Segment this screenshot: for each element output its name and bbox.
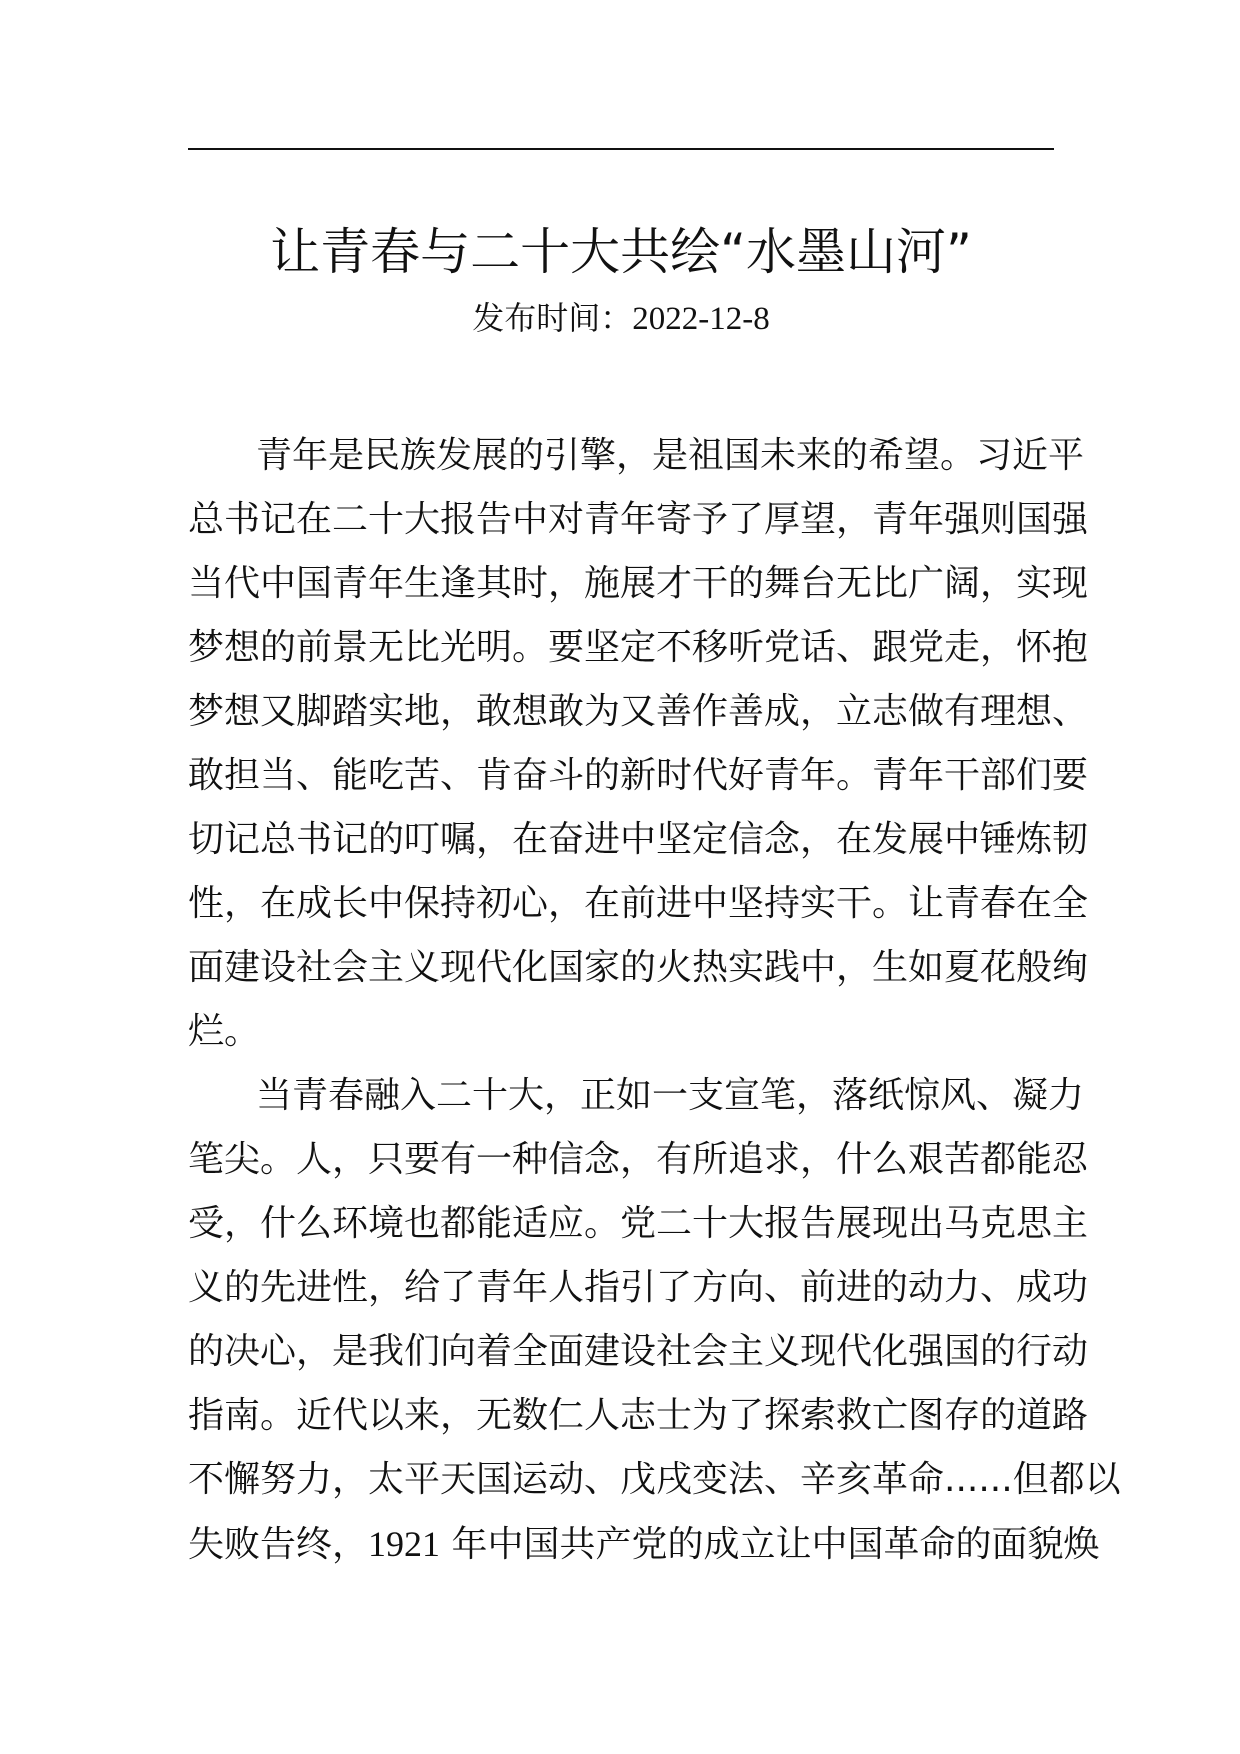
text-line: 切记总书记的叮嘱，在奋进中坚定信念，在发展中锤炼韧 [188, 819, 1089, 860]
text-line: 当代中国青年生逢其时，施展才干的舞台无比广阔，实现 [188, 563, 1089, 604]
text-line: 梦想又脚踏实地，敢想敢为又善作善成，立志做有理想、 [188, 691, 1089, 732]
text-line: 敢担当、能吃苦、肯奋斗的新时代好青年。青年干部们要 [188, 755, 1089, 796]
text-line: 面建设社会主义现代化国家的火热实践中，生如夏花般绚 [188, 947, 1089, 988]
paragraph-2 [188, 1064, 1121, 1576]
text-line: 指南。近代以来，无数仁人志士为了探索救亡图存的道路 [188, 1395, 1089, 1436]
text-line: 义的先进性，给了青年人指引了方向、前进的动力、成功 [188, 1267, 1089, 1308]
year-number: 1921 [368, 1524, 441, 1564]
paragraph-1 [188, 424, 1089, 1064]
text-line: 当青春融入二十大，正如一支宣笔，落纸惊风、凝力 [256, 1075, 1085, 1116]
text-segment: 失败告终， [188, 1524, 369, 1565]
publish-date-label: 发布时间： [472, 299, 633, 337]
text-line: 烂。 [188, 1011, 261, 1052]
text-line: 梦想的前景无比光明。要坚定不移听党话、跟党走，怀抱 [188, 627, 1089, 668]
page-title: 让青春与二十大共绘“水墨山河” [270, 223, 972, 281]
text-line: 总书记在二十大报告中对青年寄予了厚望，青年强则国强 [188, 499, 1089, 540]
publish-date [188, 298, 1054, 339]
text-line: 笔尖。人，只要有一种信念，有所追求，什么艰苦都能忍 [188, 1139, 1089, 1180]
text-line: 受，什么环境也都能适应。党二十大报告展现出马克思主 [188, 1203, 1089, 1244]
article-body [188, 424, 1121, 1576]
text-line: 性，在成长中保持初心，在前进中坚持实干。让青春在全 [188, 883, 1089, 924]
text-line: 青年是民族发展的引擎，是祖国未来的希望。习近平 [256, 435, 1085, 476]
text-line [188, 1512, 1100, 1576]
publish-date-value: 2022-12-8 [632, 301, 770, 337]
text-line: 的决心，是我们向着全面建设社会主义现代化强国的行动 [188, 1331, 1089, 1372]
text-segment: 年中国共产党的成立让中国革命的面貌焕 [440, 1524, 1100, 1565]
header-rule [188, 148, 1054, 150]
text-line: 不懈努力，太平天国运动、戊戌变法、辛亥革命......但都以 [188, 1459, 1121, 1500]
